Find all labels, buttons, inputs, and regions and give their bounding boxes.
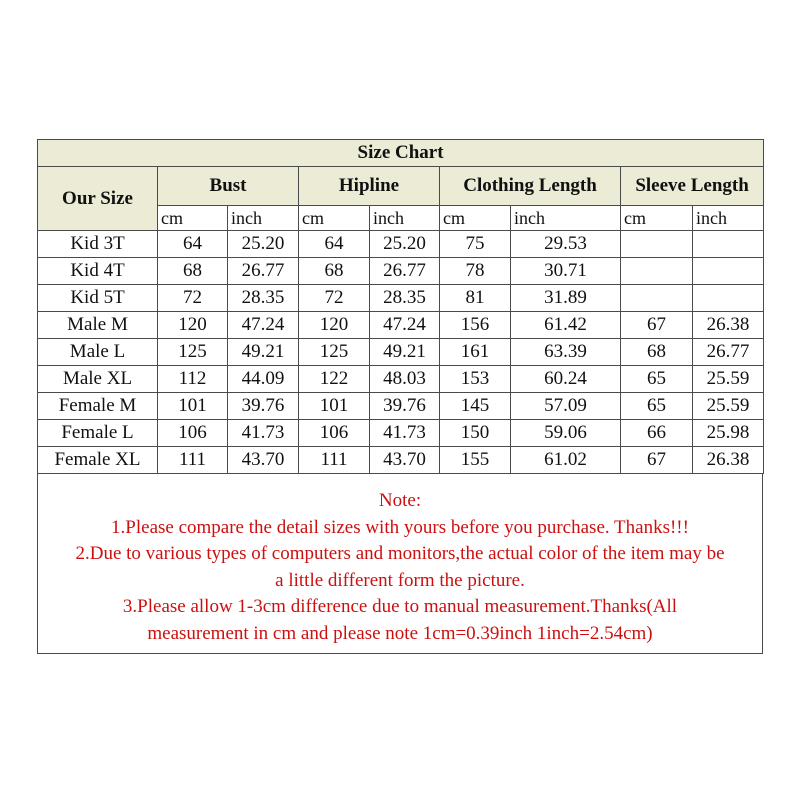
measurement-cell: 25.20 [228,231,299,258]
measurement-cell: 28.35 [370,285,440,312]
measurement-cell: 41.73 [228,420,299,447]
measurement-cell: 150 [440,420,511,447]
unit-cell: cm [158,206,228,231]
measurement-cell: 49.21 [228,339,299,366]
measurement-cell [693,258,764,285]
measurement-cell [621,258,693,285]
measurement-cell: 67 [621,447,693,474]
measurement-cell: 153 [440,366,511,393]
measurement-cell: 106 [158,420,228,447]
measurement-cell: 66 [621,420,693,447]
note-line: 2.Due to various types of computers and monitors,the actual color of the item may be [75,543,725,564]
measurement-cell: 26.77 [370,258,440,285]
size-chart-table [37,139,764,474]
note-line: 1.Please compare the detail sizes with yours before you purchase. Thanks!!! [111,516,689,538]
measurement-cell: 44.09 [228,366,299,393]
measurement-cell: 111 [158,447,228,474]
size-label: Kid 3T [38,231,158,258]
unit-cell: inch [693,206,764,231]
measurement-cell: 39.76 [228,393,299,420]
measurement-cell: 72 [158,285,228,312]
measurement-cell: 26.77 [228,258,299,285]
table-row [38,285,764,312]
measurement-cell: 43.70 [228,447,299,474]
table-row [38,420,764,447]
measurement-cell: 81 [440,285,511,312]
unit-cell: cm [299,206,370,231]
measurement-cell [621,285,693,312]
measurement-cell: 156 [440,312,511,339]
measurement-cell: 111 [299,447,370,474]
unit-cell: cm [621,206,693,231]
measurement-cell: 30.71 [511,258,621,285]
measurement-cell [693,285,764,312]
measurement-cell: 67 [621,312,693,339]
chart-title: Size Chart [38,140,764,167]
measurement-cell: 63.39 [511,339,621,366]
measurement-cell: 75 [440,231,511,258]
measurement-cell: 106 [299,420,370,447]
size-label: Kid 5T [38,285,158,312]
measurement-cell: 25.98 [693,420,764,447]
our-size-header: Our Size [38,167,158,231]
measurement-cell: 59.06 [511,420,621,447]
measurement-cell: 68 [299,258,370,285]
table-row [38,393,764,420]
unit-cell: inch [228,206,299,231]
measurement-cell: 65 [621,393,693,420]
measurement-cell: 64 [158,231,228,258]
measurement-cell: 68 [621,339,693,366]
measurement-cell: 61.02 [511,447,621,474]
measurement-cell: 101 [158,393,228,420]
measurement-cell: 65 [621,366,693,393]
measurement-cell: 47.24 [228,312,299,339]
note-line: a little different form the picture. [275,569,525,591]
measurement-cell: 48.03 [370,366,440,393]
measurement-cell: 155 [440,447,511,474]
measurement-cell: 26.38 [693,312,764,339]
measurement-cell: 29.53 [511,231,621,258]
hipline-header: Hipline [299,167,440,206]
measurement-cell: 120 [158,312,228,339]
unit-cell: inch [370,206,440,231]
size-label: Male XL [38,366,158,393]
measurement-cell: 57.09 [511,393,621,420]
size-label: Female L [38,420,158,447]
measurement-cell: 31.89 [511,285,621,312]
measurement-cell: 28.35 [228,285,299,312]
size-label: Female M [38,393,158,420]
table-row [38,339,764,366]
measurement-cell: 112 [158,366,228,393]
measurement-cell: 101 [299,393,370,420]
measurement-cell: 26.77 [693,339,764,366]
measurement-cell: 41.73 [370,420,440,447]
table-row [38,366,764,393]
measurement-cell: 125 [299,339,370,366]
table-row [38,231,764,258]
measurement-cell: 64 [299,231,370,258]
note-line: 3.Please allow 1-3cm difference due to manual measurement.Thanks(All [122,596,678,617]
measurement-cell: 78 [440,258,511,285]
measurement-cell [693,231,764,258]
size-label: Kid 4T [38,258,158,285]
measurement-cell: 120 [299,312,370,339]
size-label: Female XL [38,447,158,474]
measurement-cell: 72 [299,285,370,312]
bust-header: Bust [158,167,299,206]
measurement-cell [621,231,693,258]
measurement-cell: 47.24 [370,312,440,339]
size-table-body [38,231,764,474]
size-label: Male M [38,312,158,339]
table-row [38,447,764,474]
measurement-cell: 61.42 [511,312,621,339]
table-row [38,258,764,285]
table-row [38,312,764,339]
notes-panel [37,474,763,654]
measurement-cell: 60.24 [511,366,621,393]
measurement-cell: 122 [299,366,370,393]
measurement-cell: 43.70 [370,447,440,474]
size-label: Male L [38,339,158,366]
notes-heading: Note: [378,490,422,511]
size-chart-sheet [37,139,763,654]
measurement-cell: 26.38 [693,447,764,474]
measurement-cell: 68 [158,258,228,285]
measurement-cell: 25.59 [693,366,764,393]
clothing-length-header: Clothing Length [440,167,621,206]
measurement-cell: 25.59 [693,393,764,420]
measurement-cell: 39.76 [370,393,440,420]
measurement-cell: 125 [158,339,228,366]
measurement-cell: 161 [440,339,511,366]
measurement-cell: 49.21 [370,339,440,366]
measurement-cell: 25.20 [370,231,440,258]
measurement-cell: 145 [440,393,511,420]
note-line: measurement in cm and please note 1cm=0.39inch 1inch=2.54cm) [147,622,653,644]
unit-cell: cm [440,206,511,231]
unit-cell: inch [511,206,621,231]
sleeve-length-header: Sleeve Length [621,167,764,206]
